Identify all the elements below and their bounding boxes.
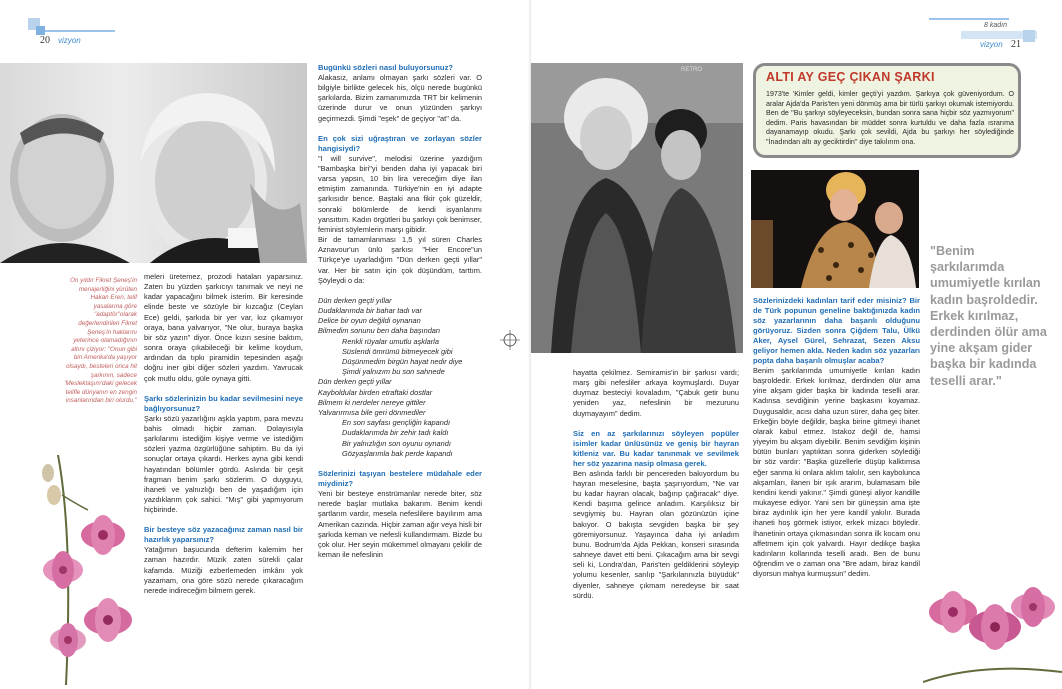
sidebar-text: 1973'te 'Kimler geldi, kimler geçti'yi yazdım. Şarkıya çok güveniyordum. O aralar Ajda'da Paris'ten yeni dönmüş ama bir türlü şarkıyı okumak istemiyordu. Ben de "Bu şarkıyı söyleyeceksin, bundan sonra sana hiçbir söz yazmıyorum" dedim. Paris havasından bir müddet sonra kurtuldu ve daha fazla ısrarıma dayanamayıp okudu. Şarkı çok sevildi, Ajda bu şarkıyı her söylediğinde "İnadından altı ay geciktirdin" diye takılırım ona.	[766, 90, 1014, 146]
page-number: 21	[1011, 39, 1021, 50]
lyric-line: Gözyaşlarımla bak perde kapandı	[342, 448, 453, 458]
main-photo	[0, 63, 307, 263]
section-name: vizyon	[58, 36, 81, 45]
color-illustration	[751, 170, 919, 288]
paragraph: Yatağımın başucunda defterim kalemim her zaman hazırdır. Müzik zaten sürekli çalar kafamda. Müziği ezberlemeden imkânı yok yazamam, ona göre sözü nerede çıkaracağım nerede indireceğim bilmem gerek.	[144, 545, 303, 595]
paragraph: "I will survive", melodisi üzerine yazdığım "Bambaşka biri"yi benden daha iyi yapacak biri varsa yapsın, 10 bin lira vereceğim diye ilan etmiştim zamanında. Türkiye'nin en iyi adapte şarkısıdır bence. Baştaki ana fikir çok güzeldir, sonraki bölümlerde de kendi isyanlarımı yansıttım. Kadın örgütleri bu şarkıyı çok benimser, feminist söylemlerin marşı gibidir.	[318, 153, 482, 234]
column-3	[573, 368, 739, 601]
question-heading: En çok sizi uğraştıran ve zorlayan sözler hangisiydi?	[318, 133, 482, 153]
paragraph: meleri üretemez, prozodi hataları yaparsınız. Zaten bu yüzden şarkıcıyı tanımak ve neyi ne kadar yapacağını bilmek isterim. Bir keresinde elinde beste ve sözüyle bir kızcağız (Ceylan Ece) geldi, şarkıda bir yer var, kız çıkamıyor oraya, bana yalvarıyor, "Ne olur, buraya başka bir söz yazın" diyor. Önce kızın sesine baktım, sonra oraya çıkabileceği bir kelime koydum, ardından da tıpkı piramidin tepesinden aşağı doğru iner gibi diğer sözleri yazdım. Yavrucak çok mutlu oldu, güle oynaya gitti.	[144, 272, 303, 383]
page-number: 20	[40, 35, 50, 46]
paragraph: Alakasız, anlamı olmayan şarkı sözleri var. O bilgiyle birlikte gelecek his, ölçü nerede bugünkü şarkılarda. Bizim zamanımızda TRT bir kelimenin üzerinde durur ve onun yüzünden şarkıyı geçirmezdi. Şimdi "eşek" de geçiyor "at" da.	[318, 73, 482, 123]
lyric-line: Süslendi ömrümü bitmeyecek gibi	[342, 346, 453, 356]
lyric-line: Delice bir oyun değildi oynanan	[318, 316, 421, 326]
photo-caption: On yıldır Fikret Şeneş'in menajerliğini yürüten Hakan Eren, telif yasalarına göre "adaptör"olarak değerlendirilen Fikret Şeneş'in haklarını yeterince olamadığının altını çiziyor: "Onun gibi biri Amerika'da yaşıyor olsaydı, besteleri onca hit şarkının, sadece 'Meslektaşım'daki gelecek telifle dünyanın en zengin insanlarından biri olurdu."	[64, 277, 137, 405]
column-1	[144, 272, 303, 596]
header-decor	[36, 26, 45, 35]
question-heading: Siz en az şarkılarınızı söyleyen popüler isimler kadar ünlüsünüz ve geniş bir hayran kitleniz var. Bu kadar tanınmak ve sevilmek her söz yazarına nasip olmasa gerek.	[573, 428, 739, 468]
lyric-line: Bir yalnızlığın son oyunu oynandı	[342, 438, 451, 448]
section-name: vizyon	[980, 40, 1003, 49]
paragraph: Benim şarkılarımda umumiyetle kırılan kadın başroldedir. Erkek kırılmaz, derdinden ölür ama yine akşam gider başka bir kadında teselli arar. Kadınsa sevdiğinin yerine başkasını koyamaz. Duygusaldır, acısı daha uzun sürer, daha geç biter. Erkeğin böyle değildir, başka birine gitmeyi ihanet olarak kabul etmez. Istakoz değil de, hamsi yiyeyim bu akşam diyebilir. Benim sevdiğim kişinin bütün bunları yaptıktan sonra giderken söylediği bir söz vardır: "Başka güzellerle düşüp kalktımsa eğer sanma ki onlara aklım takılır, sen kaybolunca akşamları, ilanen bir ışık ararım, bulamasam bile kendini kendi yakınır." Şimdi güneşi aliyor kandille mukayese ediyor. Yani sen bir güneşsin ama işte biraz aydınlık için her yere kandil yakılır. Burada ihaneti hoş görmek istiyor, erkek mizacı böyledir. İhanetinin ortaya çıkmasından sonra ilk kocam onu affetmem için çok yalvardı. Hayır dedikçe başka kadınların kollarında teselli aradı. Ben de bunu öğrendim ve o zaman ona "Bre adam, biraz kandil diyorsun mahya kurmuşsun" dedim.	[753, 366, 920, 579]
lyric-line: Bilmedim sonunu ben daha başından	[318, 326, 441, 336]
right-page	[531, 0, 1062, 689]
header-decor	[1023, 30, 1035, 42]
pull-quote: "Benim şarkılarımda umumiyetle kırılan kadın başroldedir. Erkek kırılmaz, derdinden ölür ama yine akşam gider başka bir kadında teselli arar."	[930, 244, 1047, 388]
sidebar-box	[753, 63, 1021, 158]
paragraph: Yeni bir besteye enstrümanlar nerede biter, söz nerede başlar mutlaka bakarım. Benim kendi şartlarım vardır, mesela nefeslilere bayılırım ama Amerikan cazında. Hiçbir zaman ağır veya hisli bir şarkıda keman ve nefesli kullandırmam. Bizde bu çok olur. Her seyin mükemmel olmayanı çekilir de keman ile nefeslinin	[318, 489, 482, 559]
column-2	[318, 63, 482, 560]
lyric-line: Dudaklarımda bir zehir tadı kaldı	[342, 428, 449, 438]
retro-illustration	[531, 63, 743, 353]
paragraph: hayatta çekilmez. Semiramis'in bir şarkısı vardı; marş gibi nefesliler arkaya koymuşlardı. Duyar duymaz besteciyi kovaladım, "Çabuk getir bunu yeniden yaz, nefeslinin bir mezurunu duymayayım" dedim.	[573, 368, 739, 418]
photo-label: RETRO	[681, 67, 702, 73]
lyric-line: Bilmem ki nerdeler nereye gittiler	[318, 397, 426, 407]
portrait-illustration	[0, 63, 307, 263]
header-line	[45, 30, 115, 32]
lyric-line: Dudaklarımda bir bahar tadı var	[318, 306, 422, 316]
register-mark	[500, 330, 520, 350]
header-line	[929, 18, 1009, 20]
column-4	[753, 296, 920, 579]
paragraph: Ben aslında farklı bir pencereden bakıyordum bu hayran meselesine, başta şaşırıyordum, "Ne var bu kadar hayran olacak, bağırıp çağıracak" diye. Kendi başıma gelince anladım. Karşılıksız bir sevgiymiş bu. Hayran olan gözünüzün içine bakıyor. O bakışta sevgiden başka bir şey göremiyorsunuz. Yaşayınca daha iyi anladım bunu. Bodrum'da Ajda Pekkan, konseri sırasında sahneye davet etti beni. Çıkacağım ama bir sevgi seli ki, Londra'dan, Paris'ten geldiklerini söyleyip yolumu kesenler, sarılıp "Şarkılarınızla büyüdük" diyenler, sahneye çıkmam neredeyse bir saat sürdü.	[573, 468, 739, 600]
color-photo	[751, 170, 919, 288]
sidebar-title: ALTI AY GEÇ ÇIKAN ŞARKI	[766, 70, 935, 84]
question-heading: Sözlerinizdeki kadınları tarif eder misiniz? Bir de Türk popunun geneline baktığınızda kadın söz yazarlarının daha başarılı olduğunu görüyoruz. Sizden sonra Çiğdem Talu, Ülkü Aker, Aysel Gürel, Sehrazat, Sezen Aksu geliyor hemen akla. Neden kadın söz yazarları popta daha başarılı olmuşlar acaba?	[753, 296, 920, 365]
lyric-line: Yalvarırmısa bile geri dönmediler	[318, 408, 426, 418]
question-heading: Sözlerinizi taşıyan bestelere müdahale eder miydiniz?	[318, 469, 482, 489]
paragraph: Bir de tamamlanması 1,5 yıl süren Charles Aznavour'un ünlü şarkısı "Hier Encore"un Türkçe'ye uyarladığım "Dün derken geçti yıllar" var. Her bir satırı için çok düşündüm, tarttım. Şöyleydi o da:	[318, 235, 482, 285]
lyric-line: Dün derken geçti yıllar	[318, 377, 392, 387]
question-heading: Bir besteye söz yazacağınız zaman nasıl bir hazırlık yaparsınız?	[144, 525, 303, 545]
orchid-decoration	[18, 455, 143, 685]
song-lyrics	[318, 296, 482, 459]
lyric-line: Dün derken geçti yıllar	[318, 295, 392, 305]
lyric-line: Şimdi yalnızım bu son sahnede	[342, 367, 445, 377]
lyric-line: Renkli rüyalar umutlu aşklarla	[342, 336, 439, 346]
question-heading: Şarkı sözlerinizin bu kadar sevilmesini neye bağlıyorsunuz?	[144, 393, 303, 413]
paragraph: Şarkı sözü yazarlığını aşkla yaptım, para mevzu bahis olmadı hiçbir zaman. Dolayısıyla şarkılarımı istediğim kişiye verme ve istediğim sözleri yazma özgürlüğüne sahiptim. Bu da iyi sonuçlar ortaya çıkardı. Herkes ayna gibi kendi hayatından bölümler gördü. Aslında bir çeşit fragman benim şarkı sözlerim. O duyguyu, ihaneti ve yalnızlığı ben de yaşadığım için yazdıklarım çok sahici. "Mış" gibi yapmıyorum hiçbirinde.	[144, 413, 303, 515]
orchid-decoration	[923, 572, 1062, 689]
lyric-line: Düşünmedim birgün hayat nedir diye	[342, 357, 463, 367]
magazine-name: 8 kadın	[984, 22, 1007, 29]
retro-photo	[531, 63, 743, 353]
lyric-line: En son sayfası gençliğin kapandı	[342, 418, 451, 428]
lyric-line: Kayboldular birden etraftaki dostlar	[318, 387, 433, 397]
question-heading: Bugünkü sözleri nasıl buluyorsunuz?	[318, 63, 454, 72]
